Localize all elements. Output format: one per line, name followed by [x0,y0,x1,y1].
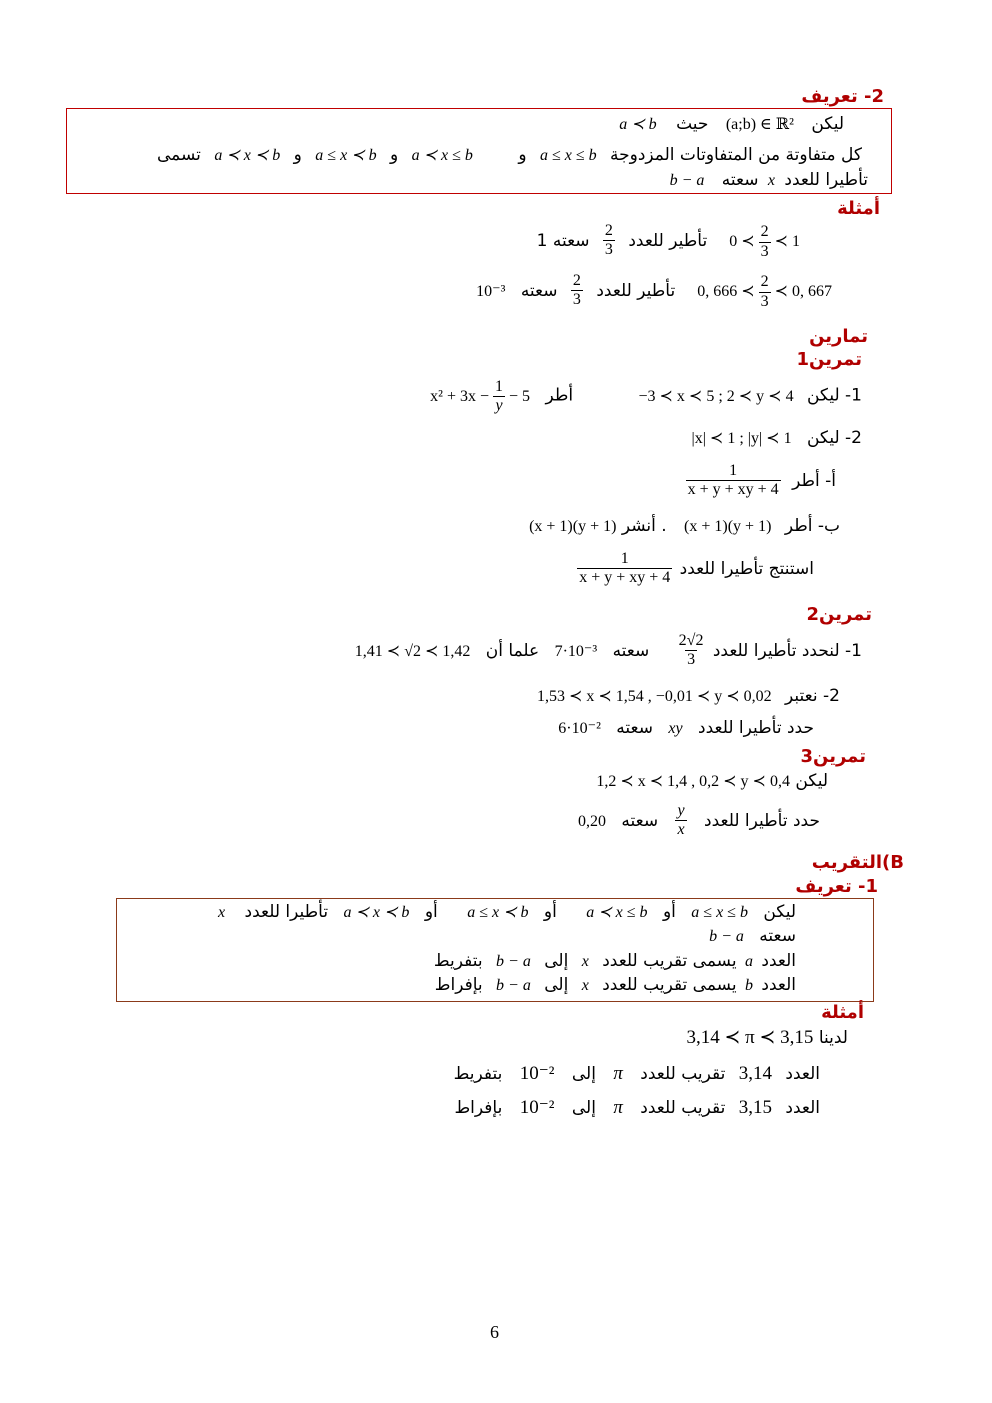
ex1-qc [577,550,814,588]
def2-and3: و [293,145,302,165]
def2-where: حيث [676,114,709,134]
approx-l3-x: x [581,953,589,970]
ex2-q2-label: 2- نعتبر [785,686,840,706]
example-1-amp: سعته 1 [536,230,590,251]
examples-1-heading: أمثلة [837,198,880,219]
approx-or1: أو [662,902,676,922]
examples2-l2-approx: تقريب للعدد [640,1064,726,1084]
examples2-line2 [454,1062,820,1085]
ex3-q2-amp: 0,20 [577,812,606,830]
approx-l4-x: x [581,977,589,994]
ex2-q3-var: xy [668,720,683,737]
def2-ineq3: a ≤ x ≺ b [315,147,377,164]
approx-i4: a ≺ x ≺ b [343,904,410,921]
def2-ineq2: a ≺ x ≤ b [411,147,473,164]
def2-ineq4: a ≺ x ≺ b [214,147,281,164]
example-2-amp: 10⁻³ [476,282,506,300]
examples2-l3-excess: بإفراط [454,1098,503,1118]
ex1-q2 [692,428,863,448]
def2-var: x [767,172,775,189]
approx-l4-called: يسمى تقريب للعدد [602,975,737,995]
approx-var: x [218,904,226,921]
ex2-q3-amp: 6·10⁻² [558,720,601,737]
approx-l4-to: إلى [544,975,569,995]
exercise-1-heading: تمرين1 [796,349,862,370]
def2-line1 [619,114,844,134]
examples2-l2-number: العدد [785,1064,820,1084]
approx-i3: a ≤ x ≺ b [467,904,529,921]
ex1-q2-let: 2- ليكن [806,428,862,448]
ex2-q3-amp-label: سعته [616,718,653,738]
ex1-qb [529,516,840,536]
def2-amp-value: b − a [669,172,705,189]
approx-framing: تأطيرا للعدد [244,902,329,922]
approx-line4 [435,975,796,995]
approx-line2 [709,926,796,946]
examples2-l3-number: العدد [785,1098,820,1118]
ex3-q2-label: حدد تأطيرا للعدد [704,810,820,831]
ex1-q1-expr: x² + 3x − $\frac{1}{y}$ − 5 [430,378,531,415]
examples2-l3-to: إلى [571,1098,596,1118]
examples-2-heading: أمثلة [821,1002,864,1023]
example-1 [537,222,804,261]
approx-l3-a: a [744,953,753,970]
def2-line3 [670,170,868,190]
def2-pair: (a;b) ∈ ℝ² [725,116,794,133]
ex3-q2-amp-label: سعته [621,810,659,831]
ex2-q1-label: 1- لنحدد تأطيرا للعدد [712,640,862,661]
def2-framing: تأطيرا للعدد [784,170,868,190]
approx-l4-number: العدد [761,975,796,995]
def2-and2: و [389,145,399,165]
def2-let: ليكن [811,114,844,134]
approx-or3: أو [424,902,438,922]
examples2-l3-value: 3,15 [738,1097,772,1118]
approx-i2: a ≺ x ≤ b [586,904,648,921]
ex1-qa-frac: $\frac{1}{x + y + xy + 4}$ [687,462,779,499]
def2-and1: و [518,145,527,165]
ex1-qb-expr2: (x + 1)(y + 1) [529,518,617,535]
examples2-l3-approx: تقريب للعدد [640,1098,726,1118]
ex2-q1-amp-label: سعته [612,640,650,661]
examples2-l3-power: 10⁻² [519,1097,555,1118]
ex2-q1-amp: 7·10⁻³ [554,642,598,660]
ex1-qc-frac: $\frac{1}{x + y + xy + 4}$ [579,550,671,587]
ex3-q2 [578,802,820,840]
ex1-qc-label: استنتج تأطيرا للعدد [679,558,814,579]
ex1-q1-frame: أطر [545,385,574,406]
approx-let: ليكن [763,902,796,922]
example-1-expr: 0 ≺ $\frac{2}{3}$ ≺ 1 [729,223,800,260]
examples2-pi-bounds: 3,14 ≺ π ≺ 3,15 [686,1027,814,1048]
exercise-2-heading: تمرين2 [806,604,872,625]
approx-l3-default: بتفريط [433,951,483,971]
examples2-l3-pi: π [613,1097,623,1118]
ex3-q2-frac: $\frac{y}{x}$ [677,802,685,839]
ex3-q1-label: ليكن [795,771,828,791]
examples2-we-have: لدينا [818,1028,848,1048]
ex2-q1-known: 1,41 ≺ √2 ≺ 1,42 [354,642,471,660]
ex2-q1 [355,632,862,670]
examples2-line3 [454,1096,820,1119]
approx-l3-to: إلى [544,951,569,971]
approx-l4-b: b [744,977,753,994]
def2-line2 [157,145,862,165]
approx-line3 [434,951,796,971]
ex2-q2 [537,686,840,706]
approx-l3-called: يسمى تقريب للعدد [602,951,737,971]
examples2-l2-pi: π [613,1063,623,1084]
ex2-q2-cond: 1,53 ≺ x ≺ 1,54 , −0,01 ≺ y ≺ 0,02 [536,688,772,705]
ex2-q3 [558,718,814,738]
ex3-q1-cond: 1,2 ≺ x ≺ 1,4 , 0,2 ≺ y ≺ 0,4 [596,773,790,790]
ex2-q1-frac: $\frac{2√2}{3}$ [678,632,704,669]
def2-amplitude: سعته [721,170,759,190]
ex2-q3-label: حدد تأطيرا للعدد [698,718,814,738]
approx-l3-number: العدد [761,951,796,971]
def2-called: تسمى [157,145,201,165]
example-1-label: تأطير للعدد [628,230,708,251]
example-2-expr: 0, 666 ≺ $\frac{2}{3}$ ≺ 0, 667 [697,273,832,310]
approx-or2: أو [543,902,557,922]
example-2-amp-label: سعته [520,280,558,301]
approx-l4-excess: بإفراط [434,975,483,995]
example-1-frac: $\frac{2}{3}$ [604,222,613,259]
ex1-qa [686,462,836,500]
def2-text: كل متفاوتة من المتفاوتات المزدوجة [610,145,862,165]
approx-l3-ba: b − a [496,953,531,970]
ex1-qa-label: أ- أطر [792,470,836,491]
def2-cond: a ≺ b [619,116,657,133]
ex1-q2-cond: |x| ≺ 1 ; |y| ≺ 1 [691,430,792,447]
examples2-l2-power: 10⁻² [519,1063,555,1084]
examples2-line1 [687,1026,849,1049]
approx-def-heading: 1- تعريف [795,876,878,897]
examples2-l2-default: بتفريط [453,1064,503,1084]
example-2 [476,272,836,311]
ex1-q1-cond: −3 ≺ x ≺ 5 ; 2 ≺ y ≺ 4 [638,387,794,405]
approx-l4-ba: b − a [496,977,531,994]
def2-ineq1: a ≤ x ≤ b [539,147,597,164]
approx-amp: b − a [709,928,744,945]
approximation-heading: B)التقريب [811,852,904,873]
ex1-qb-expr: (x + 1)(y + 1) [684,518,772,535]
ex1-q1 [430,378,862,416]
ex1-q1-let: 1- ليكن [806,385,862,406]
examples2-l2-value: 3,14 [738,1063,772,1084]
page-number: 6 [490,1322,499,1342]
ex1-qb-label: ب- أطر [784,516,840,536]
examples2-l2-to: إلى [571,1064,596,1084]
exercise-3-heading: تمرين3 [800,746,866,767]
approx-line1 [218,902,796,922]
approx-amp-label: سعته [759,926,796,946]
example-2-frac: $\frac{2}{3}$ [572,272,581,309]
approx-i1: a ≤ x ≤ b [691,904,748,921]
ex1-qb-expand: . أنشر [621,516,667,536]
example-2-label: تأطير للعدد [596,280,676,301]
definition-2-heading: 2- تعريف [801,86,884,107]
ex3-q1 [596,771,828,791]
ex2-q1-knowing: علما أن [485,640,540,661]
exercises-heading: تمارين [809,326,868,347]
